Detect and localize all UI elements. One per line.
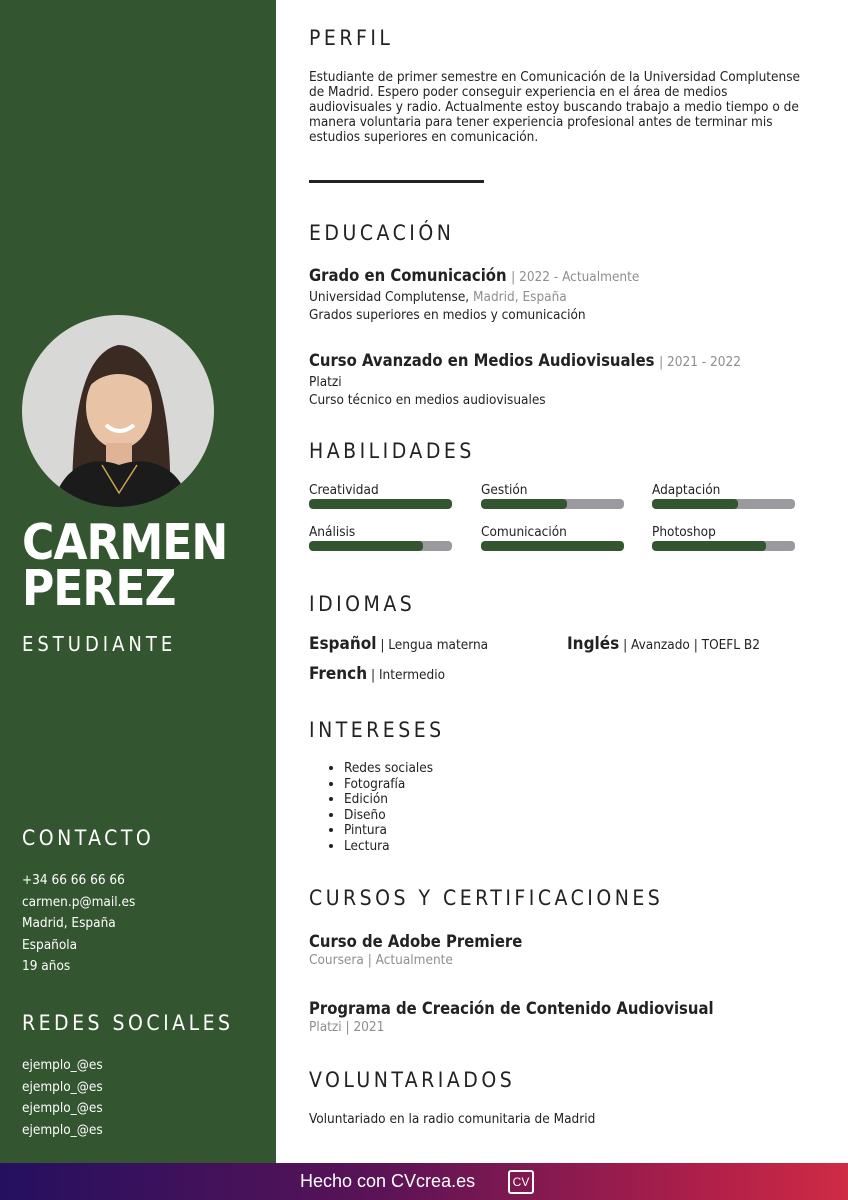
skill-label: Creatividad [309,482,379,498]
contact-phone: +34 66 66 66 66 [22,872,125,888]
skill-bar [652,541,795,551]
skill-bar [309,541,452,551]
profile-photo [22,315,214,507]
course-meta: Platzi | 2021 [309,1019,385,1035]
skill-item [481,482,624,509]
education-period: | 2021 - 2022 [659,354,741,370]
name-line-first: CARMEN [22,514,228,571]
language-name: Español [309,634,377,654]
language-item [309,664,445,684]
education-item [309,351,814,409]
educacion-heading: EDUCACIÓN [309,221,455,245]
education-location: Madrid, España [473,289,567,305]
skill-bar [652,499,795,509]
voluntariados-text: Voluntariado en la radio comunitaria de Madrid [309,1111,596,1127]
education-institution: Platzi [309,374,342,390]
interest-item: • Edición [344,792,433,808]
education-institution: Universidad Complutense, [309,289,470,305]
skill-bar [309,499,452,509]
social-item: ejemplo_@es [22,1121,103,1138]
skill-label: Photoshop [652,524,716,540]
language-name: French [309,664,368,684]
skill-item [309,524,452,551]
voluntariados-heading: VOLUNTARIADOS [309,1068,516,1092]
intereses-heading: INTERESES [309,718,445,742]
course-item [309,932,814,970]
skill-bar [481,499,624,509]
skill-bar-fill [652,499,738,509]
course-meta: Coursera | Actualmente [309,952,453,968]
skill-bar-fill [309,541,423,551]
perfil-text: Estudiante de primer semestre en Comunicación de la Universidad Complutense de Madrid. Espero poder conseguir experiencia en el área de medios audiovisuales y radio. Actualmente estoy buscando trabajo a medio tiempo o de manera voluntaria para tener experiencia profesional antes de terminar mis estudios superiores en comunicación. [309,69,801,145]
contact-list [22,870,135,978]
social-item: ejemplo_@es [22,1100,103,1116]
social-item: ejemplo_@es [22,1057,103,1073]
skill-item [309,482,452,509]
social-heading: REDES SOCIALES [22,1011,234,1035]
contact-email: carmen.p@mail.es [22,893,136,910]
contact-location: Madrid, España [22,915,116,931]
skill-bar [481,541,624,551]
language-level: | Lengua materna [380,637,489,653]
skill-item [652,482,795,509]
education-detail: Grados superiores en medios y comunicación [309,307,586,323]
skill-bar-fill [481,541,624,551]
skill-label: Adaptación [652,482,721,498]
contact-age: 19 años [22,958,71,974]
skill-label: Gestión [481,482,528,498]
footer-banner [0,1163,848,1200]
interest-item: • Diseño [344,808,433,824]
footer-text[interactable]: Hecho con CVcrea.es [300,1171,476,1191]
cv-logo-icon: CV [508,1170,534,1194]
interest-item: • Fotografía [344,777,433,793]
skill-bar-fill [481,499,567,509]
sidebar [0,0,276,1163]
interest-item: • Lectura [344,839,433,855]
skill-label: Comunicación [481,524,567,540]
course-title: Curso de Adobe Premiere [309,932,523,951]
language-level: | Avanzado | TOEFL B2 [623,637,760,653]
skill-bar-fill [652,541,766,551]
education-detail: Curso técnico en medios audiovisuales [309,392,546,408]
interest-item: • Redes sociales [344,761,433,777]
idiomas-heading: IDIOMAS [309,592,416,616]
language-item [309,634,488,654]
interests-list [309,761,433,855]
contact-nationality: Española [22,936,78,953]
interest-item: • Pintura [344,823,433,839]
course-item [309,999,814,1037]
cursos-heading: CURSOS Y CERTIFICACIONES [309,886,664,910]
skill-item [652,524,795,551]
divider [309,180,484,183]
candidate-role: ESTUDIANTE [22,632,177,656]
language-name: Inglés [567,634,620,654]
course-title: Programa de Creación de Contenido Audiovisual [309,999,714,1018]
education-title: Grado en Comunicación [309,266,507,285]
education-title: Curso Avanzado en Medios Audiovisuales [309,351,655,370]
social-list [22,1055,103,1141]
name-line-last: PEREZ [22,560,176,617]
language-level: | Intermedio [371,667,446,683]
education-item [309,266,814,324]
social-item: ejemplo_@es [22,1078,103,1095]
contact-heading: CONTACTO [22,826,155,850]
candidate-name [22,514,228,617]
habilidades-heading: HABILIDADES [309,439,475,463]
skill-bar-fill [309,499,452,509]
education-period: | 2022 - Actualmente [511,269,640,285]
skill-item [481,524,624,551]
language-item [567,634,760,654]
perfil-heading: PERFIL [309,26,394,50]
skill-label: Análisis [309,524,356,540]
